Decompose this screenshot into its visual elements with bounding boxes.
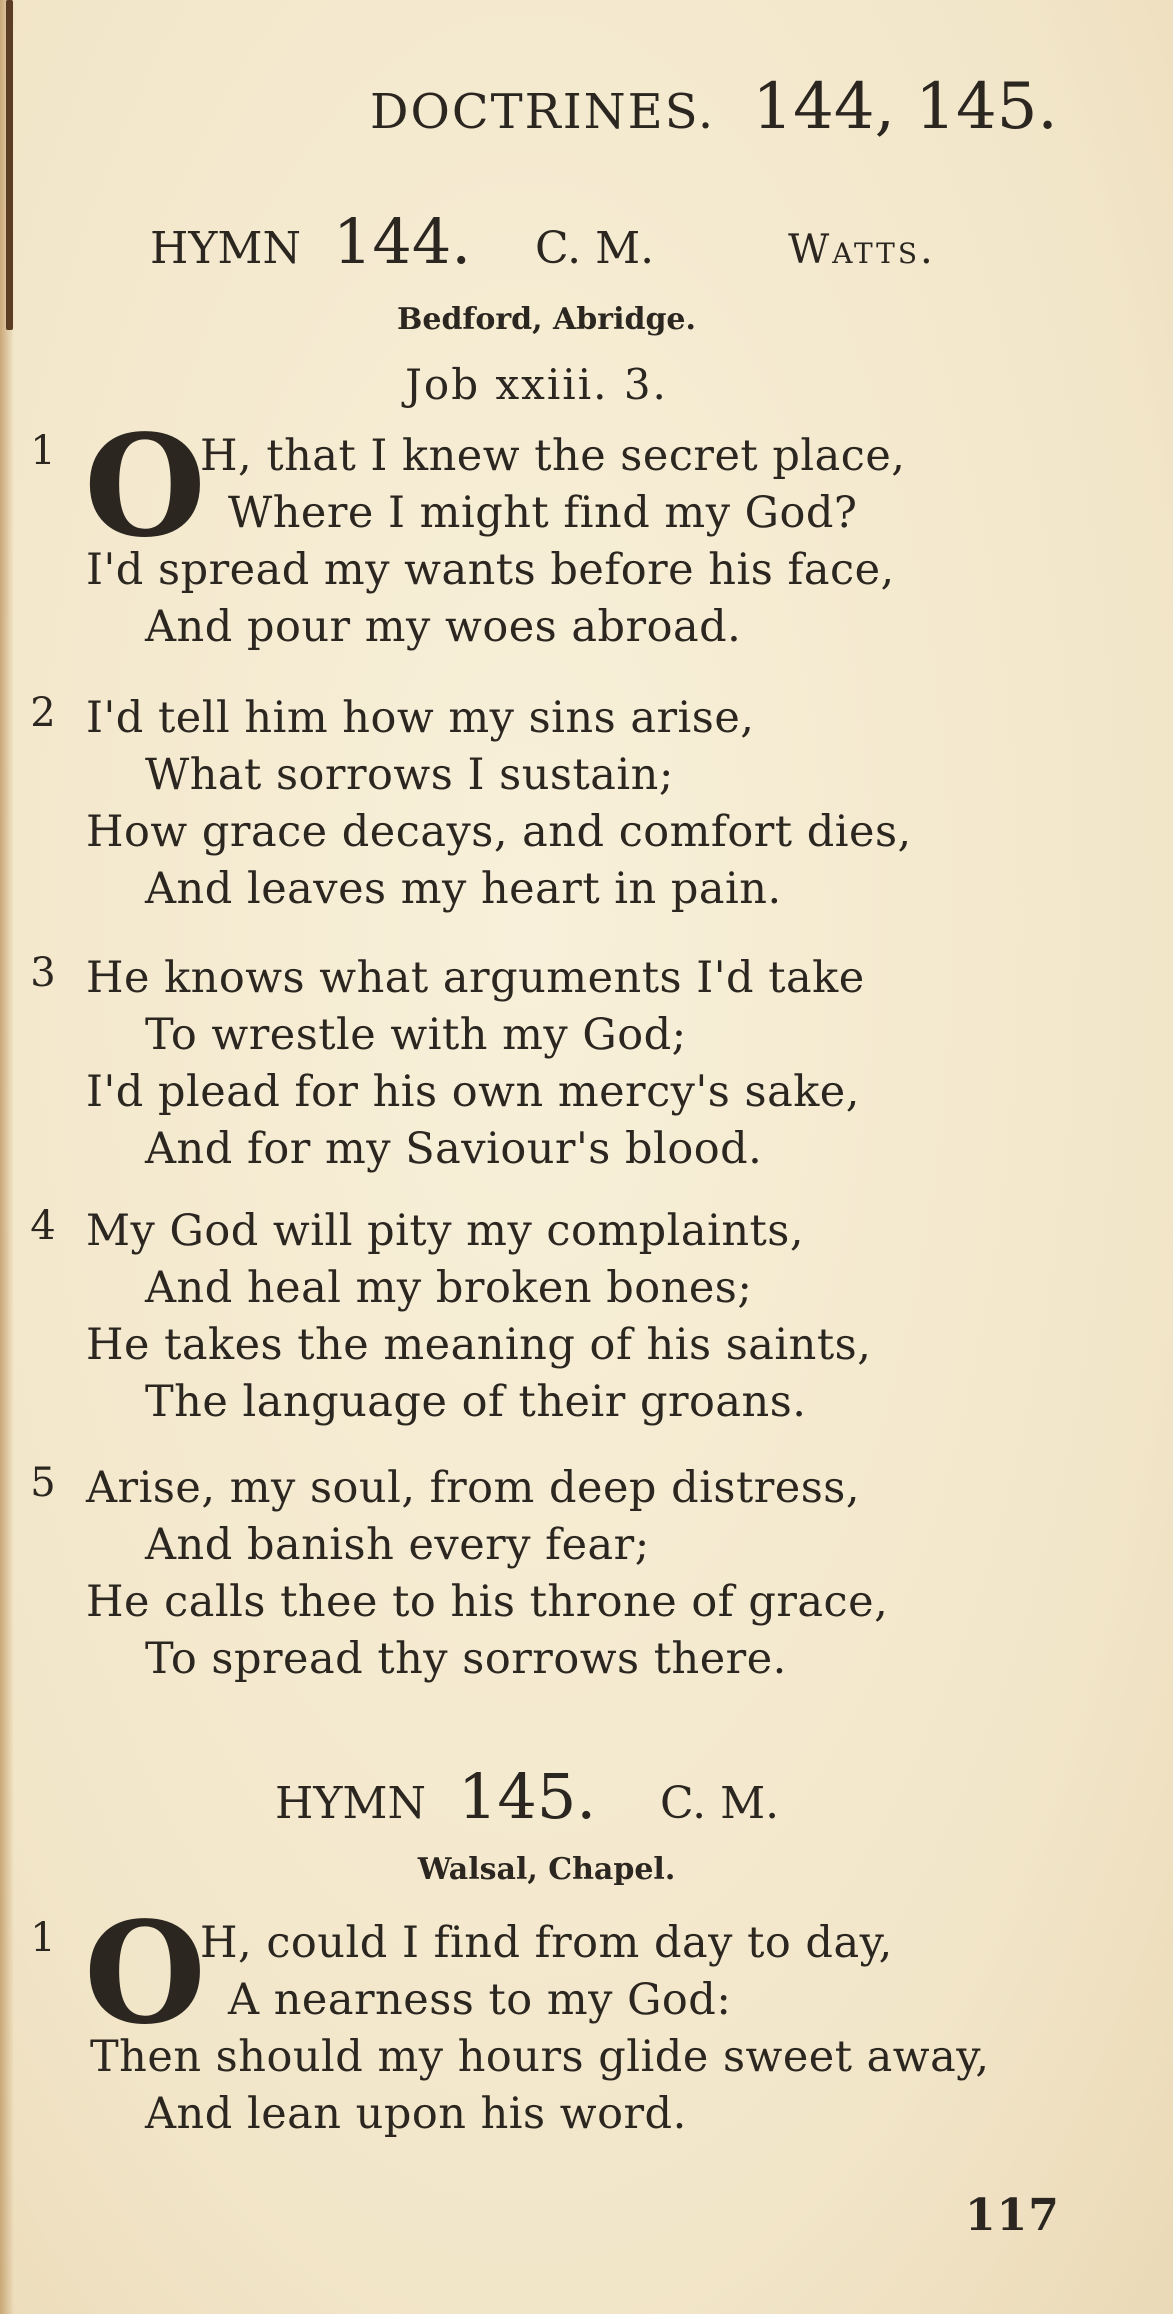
running-head-title: DOCTRINES. [370,84,716,140]
hymn-number: 144. [332,205,472,278]
hymn-144-stanza-4 [30,1203,1140,1431]
stanza-number: 3 [30,950,56,996]
hymn-meter: C. M. [535,223,655,274]
verse-line: Where I might find my God? [228,488,858,538]
verse-line: I'd spread my wants before his face, [86,545,895,595]
verse-line: And heal my broken bones; [145,1263,753,1313]
verse-line: Then should my hours glide sweet away, [90,2032,990,2082]
verse-line: And pour my woes abroad. [145,602,742,652]
hymn-145-heading [275,1760,899,1833]
hymn-144-stanza-1 [30,405,1140,656]
hymn-label: HYMN [275,1778,426,1829]
verse-line: And lean upon his word. [145,2089,687,2139]
verse-line: Arise, my soul, from deep distress, [86,1463,861,1513]
hymn-145-stanza-1 [30,1892,1140,2143]
hymn-label: HYMN [150,223,301,274]
hymn-144-stanza-2 [30,690,1140,918]
hymn-144-reference: Job xxiii. 3. [405,360,668,409]
hymn-144-stanza-5 [30,1460,1140,1688]
hymn-144-tunes: Bedford, Abridge. [397,302,696,337]
hymn-number: 145. [457,1760,597,1833]
verse-line: H, that I knew the secret place, [200,431,906,481]
hymn-author: Watts. [788,227,936,273]
drop-cap: O [84,1892,206,2056]
verse-line: I'd tell him how my sins arise, [86,693,755,743]
verse-line: A nearness to my God: [228,1975,732,2025]
page-gutter [0,0,14,2314]
verse-line: To wrestle with my God; [145,1010,687,1060]
stanza-number: 1 [30,1915,56,1961]
stanza-number: 4 [30,1203,56,1249]
verse-line: My God will pity my complaints, [86,1206,805,1256]
verse-line: He takes the meaning of his saints, [86,1320,872,1370]
drop-cap: O [84,405,206,569]
verse-line: He calls thee to his throne of grace, [86,1577,889,1627]
verse-line: To spread thy sorrows there. [145,1634,787,1684]
hymn-144-stanza-3 [30,950,1140,1178]
verse-line: What sorrows I sustain; [145,750,674,800]
verse-line: I'd plead for his own mercy's sake, [86,1067,860,1117]
running-head [370,70,1093,144]
page-number: 117 [965,2190,1060,2241]
verse-line: How grace decays, and comfort dies, [86,807,912,857]
verse-line: And for my Saviour's blood. [145,1124,763,1174]
hymn-144-heading [150,205,936,278]
verse-line: He knows what arguments I'd take [86,953,865,1003]
stanza-number: 5 [30,1460,56,1506]
verse-line: The language of their groans. [145,1377,807,1427]
running-head-pages: 144, 145. [752,70,1058,144]
hymn-meter: C. M. [660,1778,780,1829]
verse-line: And leaves my heart in pain. [145,864,782,914]
verse-line: And banish every fear; [145,1520,650,1570]
verse-line: H, could I find from day to day, [200,1918,893,1968]
hymn-145-tunes: Walsal, Chapel. [417,1852,676,1887]
stanza-number: 1 [30,428,56,474]
stanza-number: 2 [30,690,56,736]
binding-edge [6,0,13,330]
